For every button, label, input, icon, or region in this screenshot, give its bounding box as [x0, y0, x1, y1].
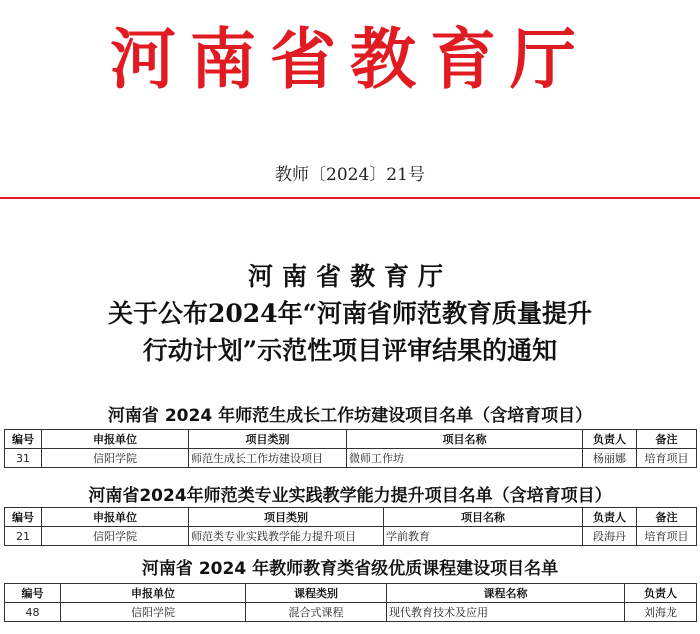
cell-project-name: 微师工作坊 [347, 449, 583, 468]
cell-id: 48 [5, 603, 61, 622]
cell-unit: 信阳学院 [42, 449, 189, 468]
header-cell: 负责人 [583, 430, 637, 449]
header-cell: 课程类别 [246, 584, 387, 603]
table-row [5, 527, 697, 546]
notice-title-line-1: 关于公布2024年“河南省师范教育质量提升 [108, 299, 592, 328]
header-cell: 负责人 [583, 508, 637, 527]
cell-lead: 段海丹 [583, 527, 637, 546]
cell-unit: 信阳学院 [42, 527, 189, 546]
cell-category: 师范生成长工作坊建设项目 [189, 449, 347, 468]
section-1-title: 河南省 2024 年师范生成长工作坊建设项目名单（含培育项目） [107, 406, 593, 426]
header-cell: 编号 [5, 430, 42, 449]
notice-issuer: 河南省教育厅 [247, 262, 452, 291]
table-header-row [5, 430, 697, 449]
table-row [5, 603, 697, 622]
section-1-table [4, 429, 697, 468]
header-cell: 项目类别 [189, 430, 347, 449]
cell-category: 混合式课程 [246, 603, 387, 622]
cell-lead: 杨丽娜 [583, 449, 637, 468]
masthead-title: 河南省教育厅 [110, 20, 590, 98]
document-number: 教师〔2024〕21号 [275, 165, 425, 185]
cell-id: 21 [5, 527, 42, 546]
header-cell: 项目类别 [189, 508, 384, 527]
header-cell: 备注 [637, 430, 697, 449]
table-row [5, 449, 697, 468]
table-header-row [5, 584, 697, 603]
section-3-table [4, 583, 697, 622]
section-3-title: 河南省 2024 年教师教育类省级优质课程建设项目名单 [141, 559, 559, 579]
header-cell: 项目名称 [384, 508, 583, 527]
cell-category: 师范类专业实践教学能力提升项目 [189, 527, 384, 546]
cell-unit: 信阳学院 [61, 603, 246, 622]
cell-project-name: 学前教育 [384, 527, 583, 546]
header-cell: 申报单位 [61, 584, 246, 603]
section-2-table [4, 507, 697, 546]
header-cell: 课程名称 [387, 584, 625, 603]
cell-lead: 刘海龙 [625, 603, 697, 622]
table-header-row [5, 508, 697, 527]
notice-title-line-2: 行动计划”示范性项目评审结果的通知 [142, 336, 558, 365]
section-2-title: 河南省2024年师范类专业实践教学能力提升项目名单（含培育项目） [88, 486, 612, 506]
header-cell: 项目名称 [347, 430, 583, 449]
cell-id: 31 [5, 449, 42, 468]
header-cell: 编号 [5, 584, 61, 603]
header-cell: 申报单位 [42, 508, 189, 527]
header-cell: 负责人 [625, 584, 697, 603]
header-cell: 申报单位 [42, 430, 189, 449]
notice-title [0, 258, 700, 369]
cell-note: 培育项目 [637, 449, 697, 468]
red-divider-line [0, 197, 700, 199]
header-cell: 编号 [5, 508, 42, 527]
cell-course-name: 现代教育技术及应用 [387, 603, 625, 622]
cell-note: 培育项目 [637, 527, 697, 546]
header-cell: 备注 [637, 508, 697, 527]
